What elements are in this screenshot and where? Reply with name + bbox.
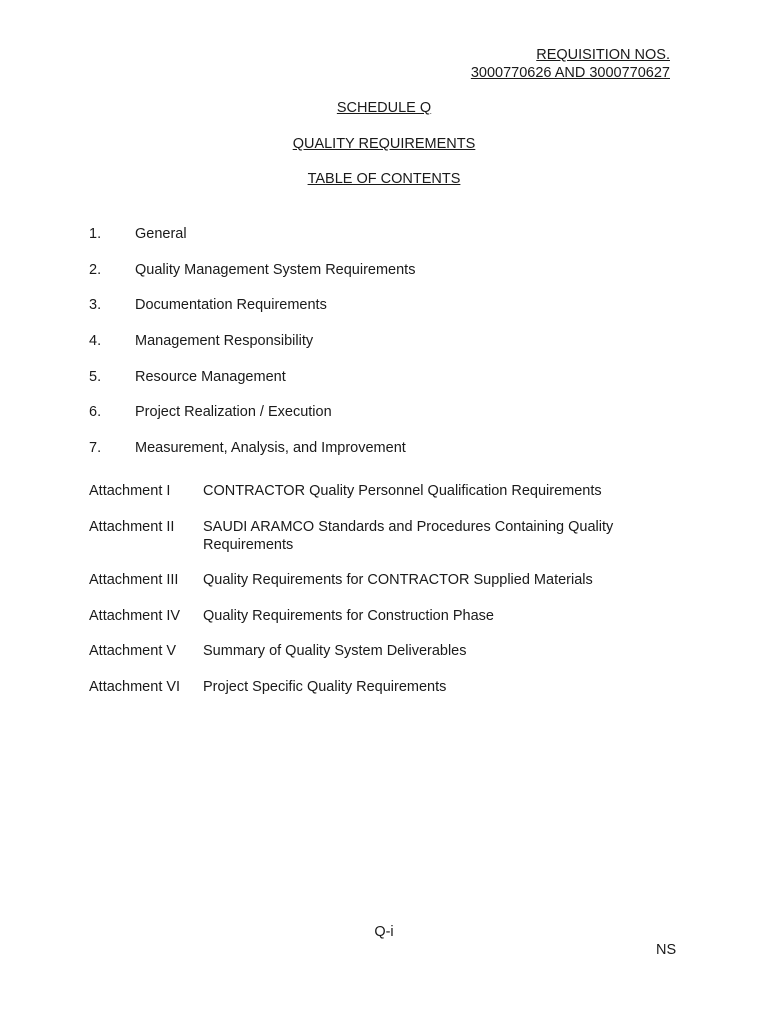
attachment-title: Summary of Quality System Deliverables	[203, 643, 467, 659]
attachment-label: Attachment V	[89, 643, 177, 659]
attachment-item	[89, 607, 649, 625]
toc-item-number: 4.	[89, 333, 102, 350]
attachment-label: Attachment II	[89, 518, 175, 535]
toc-item-title: Resource Management	[135, 368, 286, 385]
toc-item	[89, 296, 689, 332]
attachment-item	[89, 571, 649, 589]
attachment-label: Attachment III	[89, 572, 179, 588]
toc-list	[89, 225, 689, 475]
toc-item-title: Quality Management System Requirements	[135, 261, 416, 278]
toc-item-number: 6.	[89, 404, 102, 421]
toc-item-title: Measurement, Analysis, and Improvement	[135, 440, 406, 457]
attachment-label: Attachment IV	[89, 607, 181, 624]
attachment-label: Attachment I	[89, 483, 171, 499]
attachment-title: SAUDI ARAMCO Standards and Procedures Containing Quality Requirements	[203, 518, 614, 553]
attachments-list	[89, 482, 649, 713]
toc-item-title: Management Responsibility	[135, 333, 314, 350]
quality-requirements-title: QUALITY REQUIREMENTS	[292, 136, 476, 152]
attachment-title: Quality Requirements for Construction Phase	[203, 607, 494, 624]
requisition-numbers: 3000770626 AND 3000770627	[470, 65, 670, 81]
footer-initials: NS	[656, 942, 677, 958]
attachment-label: Attachment VI	[89, 678, 181, 695]
toc-item-number: 3.	[89, 297, 102, 314]
attachment-title: Project Specific Quality Requirements	[203, 678, 447, 695]
toc-item-number: 5.	[89, 368, 102, 385]
attachment-item	[89, 642, 649, 660]
attachment-title: Quality Requirements for CONTRACTOR Supplied Materials	[203, 572, 593, 588]
requisition-label: REQUISITION NOS.	[536, 47, 670, 63]
schedule-title: SCHEDULE Q	[336, 100, 432, 116]
toc-item-number: 2.	[89, 261, 102, 278]
page-number: Q-i	[374, 924, 394, 940]
toc-item-number: 7.	[89, 440, 102, 457]
requisition-header	[471, 46, 670, 82]
toc-item	[89, 261, 689, 297]
toc-item	[89, 439, 689, 475]
table-of-contents-title: TABLE OF CONTENTS	[307, 171, 461, 187]
toc-item	[89, 368, 689, 404]
toc-item-number: 1.	[89, 226, 102, 242]
attachment-item	[89, 518, 649, 554]
toc-item-title: Documentation Requirements	[135, 297, 327, 314]
attachment-item	[89, 678, 649, 696]
attachment-title: CONTRACTOR Quality Personnel Qualification Requirements	[203, 483, 602, 499]
toc-item	[89, 225, 689, 261]
toc-item	[89, 332, 689, 368]
toc-item-title: General	[135, 226, 187, 242]
toc-item-title: Project Realization / Execution	[135, 404, 332, 421]
toc-item	[89, 403, 689, 439]
attachment-item	[89, 482, 649, 500]
